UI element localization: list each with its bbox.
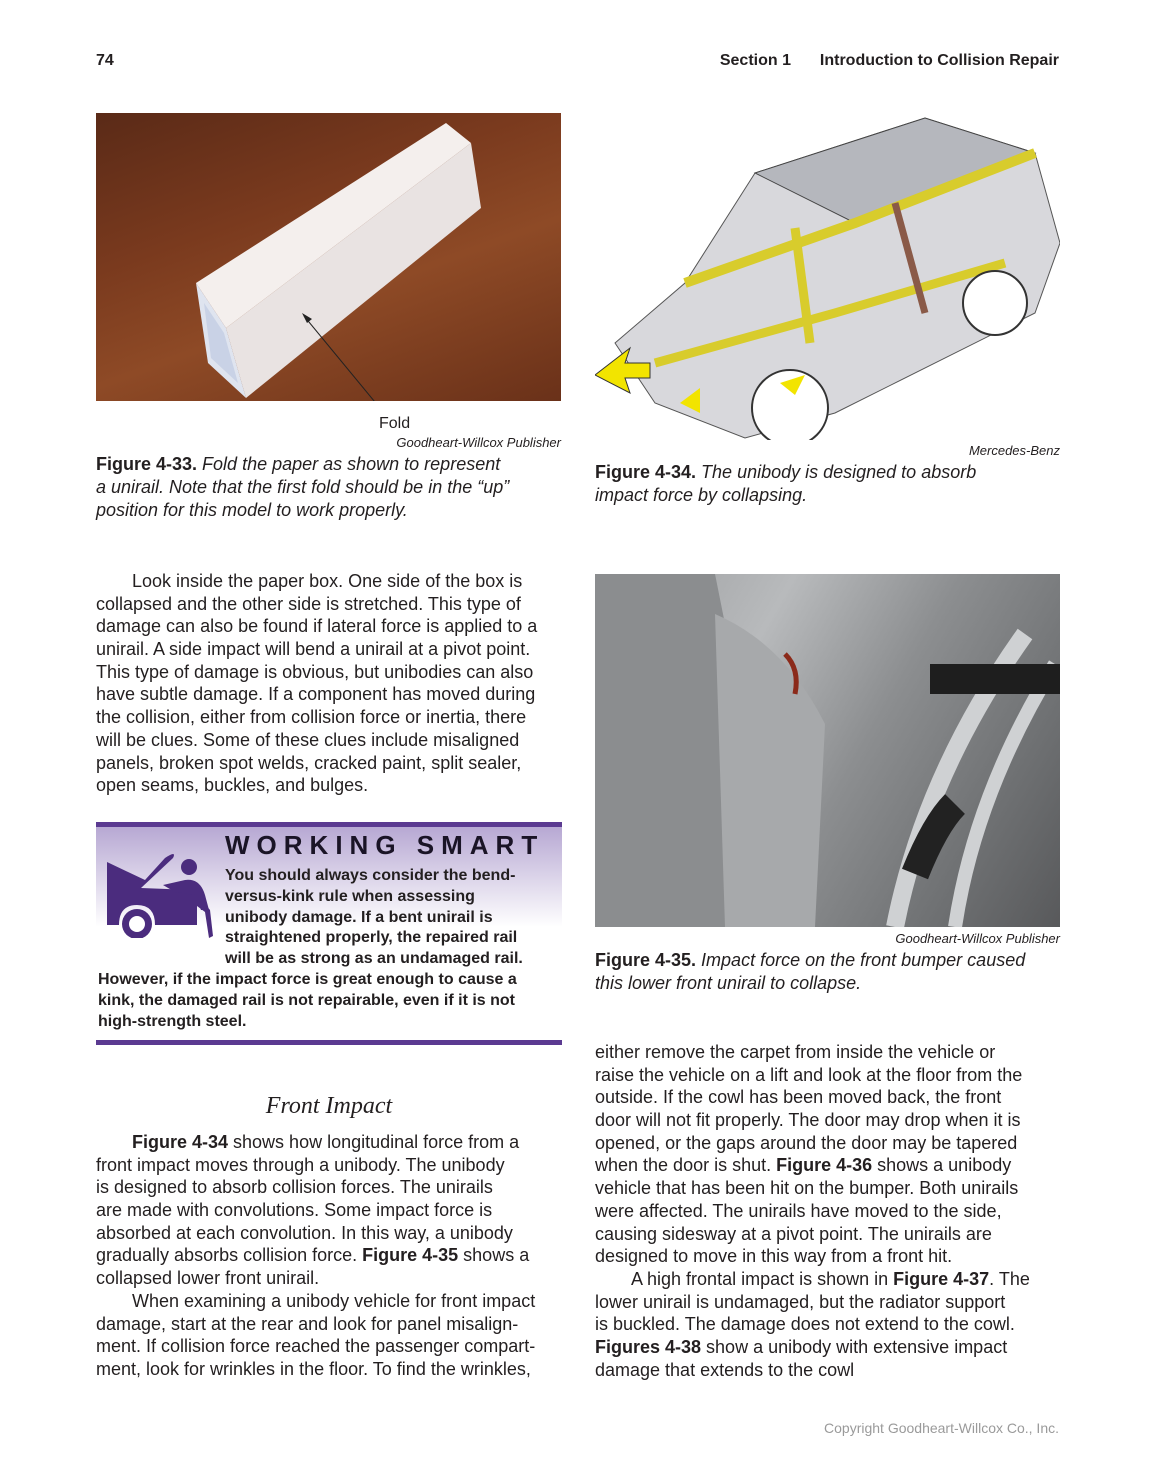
- text-line: [96, 1154, 535, 1177]
- text-run: . The: [989, 1268, 1030, 1289]
- text-run: ment. If collision force reached the passenger compart-: [96, 1336, 536, 1357]
- paper-unirail-illustration: [96, 113, 561, 401]
- text-run: have subtle damage. If a component has moved during: [96, 684, 536, 705]
- text-line: [96, 1267, 535, 1290]
- body-paragraph-right: [595, 1041, 1030, 1381]
- figure-4-35-credit: Goodheart-Willcox Publisher: [895, 931, 1060, 946]
- text-line: [96, 638, 537, 661]
- text-line: [595, 1064, 1030, 1087]
- text-line: [595, 1200, 1030, 1223]
- figure-reference: Figure 4-36: [776, 1155, 873, 1176]
- tip-line: However, if the impact force is great enough to cause a: [98, 971, 517, 988]
- text-run: When examining a unibody vehicle for front impact: [96, 1290, 536, 1311]
- text-run: front impact moves through a unibody. The unibody: [96, 1154, 505, 1175]
- text-line: [595, 1132, 1030, 1155]
- caption-number: Figure 4-35.: [595, 950, 697, 970]
- tip-line: high-strength steel.: [98, 1012, 247, 1030]
- text-line: [96, 1358, 535, 1381]
- working-smart-title: WORKING SMART: [225, 830, 545, 860]
- figure-4-33-photo: [96, 113, 561, 401]
- figure-4-35-photo: [595, 574, 1060, 927]
- tip-line: kink, the damaged rail is not repairable, even if it is not: [98, 991, 515, 1009]
- text-line: [96, 774, 537, 797]
- figure-4-34-car-illustration: [595, 113, 1060, 440]
- page-number: 74: [96, 52, 114, 69]
- text-run: shows a: [458, 1245, 530, 1266]
- text-run: will be clues. Some of these clues include misaligned: [96, 729, 520, 750]
- text-run: shows a unibody: [872, 1155, 1012, 1176]
- working-smart-text-continued: [98, 970, 517, 1032]
- text-line: [96, 1131, 535, 1154]
- caption-line: impact force by collapsing.: [595, 485, 808, 505]
- text-line: [595, 1336, 1030, 1359]
- text-run: [96, 1132, 132, 1152]
- text-run: were affected. The unirails have moved to the side,: [595, 1200, 1002, 1221]
- tip-line: will be as strong as an undamaged rail.: [225, 950, 523, 968]
- tip-line: unibody damage. If a bent unirail is: [225, 908, 493, 926]
- text-run: raise the vehicle on a lift and look at the floor from the: [595, 1064, 1023, 1085]
- section-title: Introduction to Collision Repair: [819, 52, 1059, 69]
- text-run: outside. If the cowl has been moved back, the front: [595, 1087, 1002, 1108]
- text-run: are made with convolutions. Some impact force is: [96, 1200, 493, 1221]
- figure-4-34-credit: Mercedes-Benz: [968, 443, 1060, 458]
- text-line: [96, 1290, 535, 1313]
- text-line: [595, 1313, 1030, 1336]
- text-run: absorbed at each convolution. In this way, a unibody: [96, 1222, 513, 1243]
- text-line: [595, 1245, 1030, 1268]
- tip-line: straightened properly, the repaired rail: [225, 929, 518, 947]
- caption-number: Figure 4-34.: [595, 462, 697, 482]
- text-line: [96, 661, 537, 684]
- text-run: ment, look for wrinkles in the floor. To find the wrinkles,: [96, 1358, 531, 1379]
- running-header: [720, 52, 1059, 70]
- text-line: [595, 1359, 1030, 1382]
- working-smart-bottom-bar: [96, 1040, 562, 1045]
- text-run: damage can also be found if lateral force is applied to a: [96, 616, 538, 637]
- body-paragraph-1: [96, 570, 537, 797]
- text-line: [595, 1109, 1030, 1132]
- text-line: [595, 1154, 1030, 1177]
- text-line: [96, 706, 537, 729]
- text-run: the collision, either from collision force or inertia, there: [96, 707, 527, 728]
- caption-line: position for this model to work properly.: [96, 500, 408, 520]
- figure-4-33-credit: Goodheart-Willcox Publisher: [396, 435, 561, 450]
- figure-reference: Figures 4-38: [595, 1336, 702, 1357]
- text-run: gradually absorbs collision force.: [96, 1245, 363, 1266]
- figure-4-35-caption: [595, 949, 1025, 995]
- text-run: show a unibody with extensive impact: [701, 1336, 1008, 1357]
- caption-line: Fold the paper as shown to represent: [202, 454, 501, 474]
- text-run: unirail. A side impact will bend a unirail at a pivot point.: [96, 639, 531, 660]
- text-run: A high frontal impact is shown in: [595, 1268, 894, 1289]
- text-line: [595, 1177, 1030, 1200]
- text-run: panels, broken spot welds, cracked paint, split sealer,: [96, 752, 522, 773]
- text-run: This type of damage is obvious, but unibodies can also: [96, 661, 534, 682]
- text-line: [96, 752, 537, 775]
- copyright-footer: Copyright Goodheart-Willcox Co., Inc.: [824, 1420, 1059, 1436]
- caption-line: this lower front unirail to collapse.: [595, 973, 862, 993]
- text-run: lower unirail is undamaged, but the radiator support: [595, 1291, 1006, 1312]
- text-run: damage that extends to the cowl: [595, 1359, 855, 1380]
- text-line: [595, 1041, 1030, 1064]
- text-run: vehicle that has been hit on the bumper. Both unirails: [595, 1178, 1019, 1199]
- working-smart-text: [225, 866, 523, 970]
- text-line: [96, 1199, 535, 1222]
- text-line: [96, 1222, 535, 1245]
- figure-reference: Figure 4-35: [362, 1245, 459, 1266]
- text-run: causing sidesway at a pivot point. The unirails are: [595, 1223, 992, 1244]
- text-line: [96, 615, 537, 638]
- figure-4-34-caption: [595, 461, 976, 507]
- text-line: [595, 1223, 1030, 1246]
- caption-line: a unirail. Note that the first fold should be in the “up”: [96, 477, 510, 497]
- text-run: opened, or the gaps around the door may be tapered: [595, 1132, 1018, 1153]
- text-line: [96, 683, 537, 706]
- text-run: designed to move in this way from a front hit.: [595, 1246, 953, 1267]
- body-paragraph-2: [96, 1131, 535, 1381]
- text-run: collapsed lower front unirail.: [96, 1268, 320, 1289]
- text-line: [595, 1086, 1030, 1109]
- figure-reference: Figure 4-37: [893, 1268, 990, 1289]
- text-line: [96, 1335, 535, 1358]
- text-run: collapsed and the other side is stretched. This type of: [96, 593, 521, 614]
- figure-4-33-caption: [96, 453, 509, 522]
- text-run: is buckled. The damage does not extend to the cowl.: [595, 1314, 1015, 1335]
- text-line: [96, 1313, 535, 1336]
- unibody-cutaway-drawing: [595, 113, 1060, 440]
- text-run: is designed to absorb collision forces. The unirails: [96, 1177, 493, 1198]
- text-run: either remove the carpet from inside the vehicle or: [595, 1042, 996, 1062]
- text-line: [96, 593, 537, 616]
- text-line: [96, 1244, 535, 1267]
- text-line: [96, 729, 537, 752]
- tip-line: versus-kink rule when assessing: [225, 887, 475, 905]
- text-line: [595, 1268, 1030, 1291]
- section-label: Section 1: [719, 52, 791, 69]
- fold-label: Fold: [379, 415, 411, 432]
- tip-line: You should always consider the bend-: [225, 867, 516, 884]
- collapsed-unirail-photo: [595, 574, 1060, 927]
- text-run: Look inside the paper box. One side of the box is: [96, 571, 523, 591]
- figure-reference: Figure 4-34: [132, 1132, 229, 1152]
- text-line: [96, 1176, 535, 1199]
- text-run: door will not fit properly. The door may drop when it is: [595, 1110, 1021, 1131]
- caption-number: Figure 4-33.: [96, 454, 198, 474]
- text-line: [595, 1291, 1030, 1314]
- mechanic-car-hood-icon: [105, 850, 217, 943]
- text-run: open seams, buckles, and bulges.: [96, 775, 369, 796]
- text-run: shows how longitudinal force from a: [228, 1132, 520, 1152]
- text-line: [96, 570, 537, 593]
- caption-line: The unibody is designed to absorb: [701, 462, 977, 482]
- text-run: when the door is shut.: [595, 1155, 777, 1176]
- caption-line: Impact force on the front bumper caused: [701, 950, 1026, 970]
- section-heading: Front Impact: [265, 1093, 393, 1119]
- text-run: damage, start at the rear and look for panel misalign-: [96, 1313, 519, 1334]
